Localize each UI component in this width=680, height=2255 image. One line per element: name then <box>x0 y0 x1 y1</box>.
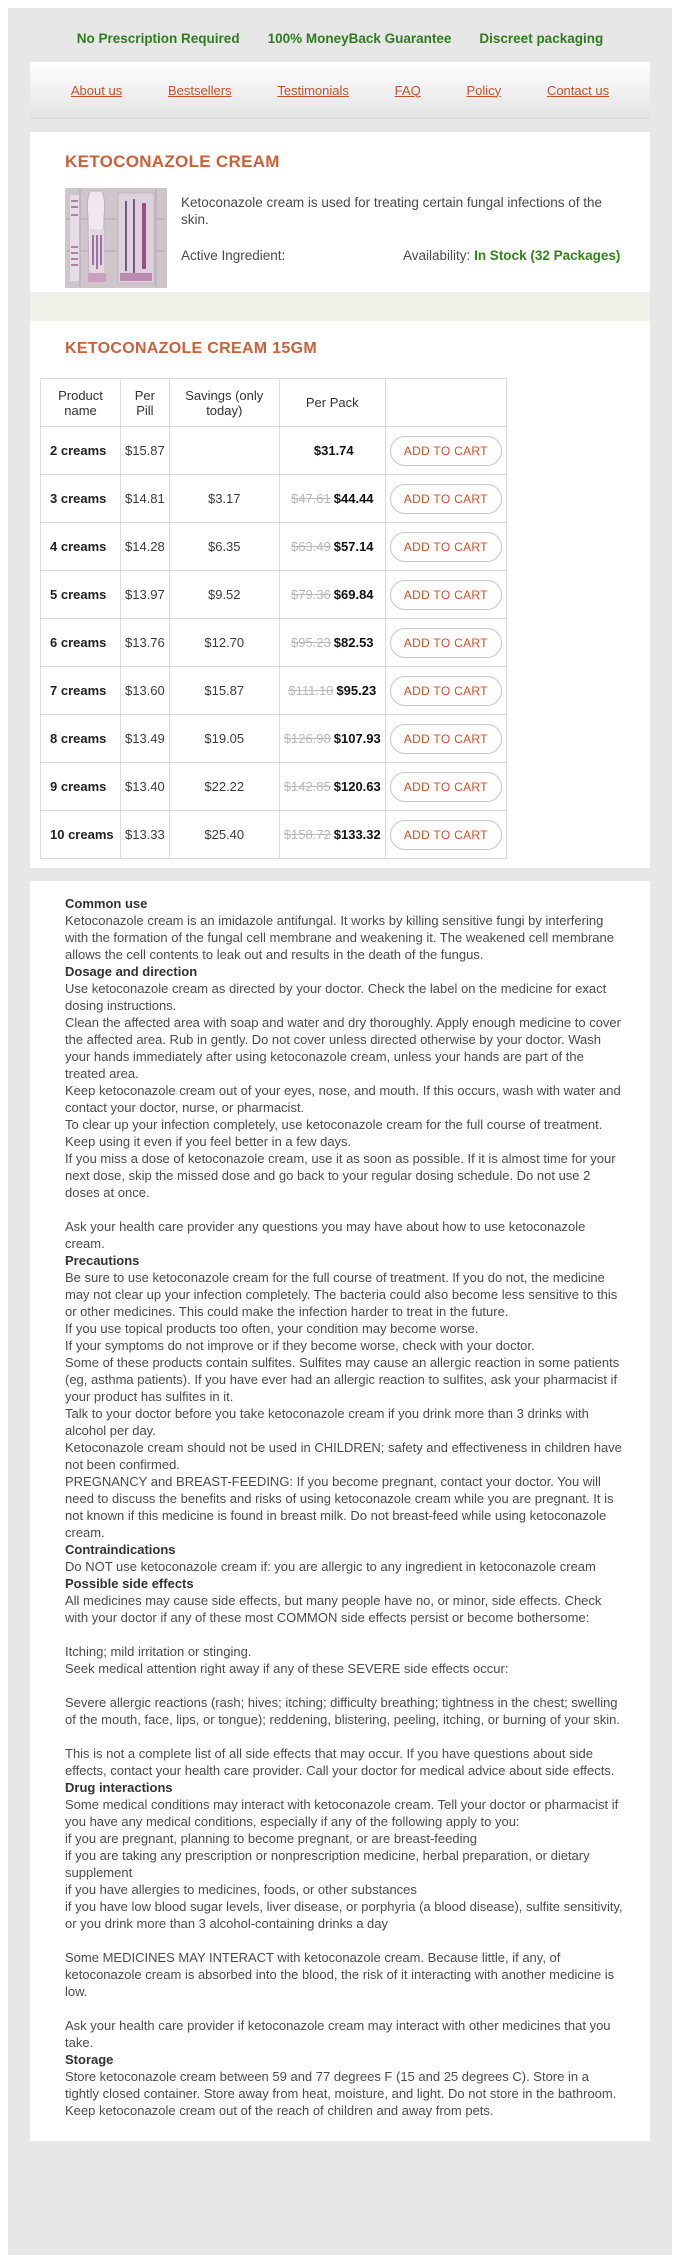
info-paragraph: Severe allergic reactions (rash; hives; itching; difficulty breathing; tightness in the chest; swelling of the mouth, face, lips, or tongue); reddening, blistering, peeling, itching, or burning of your skin. <box>65 1695 620 1727</box>
info-paragraph: Do NOT use ketoconazole cream if: you are allergic to any ingredient in ketoconazole cream <box>65 1559 596 1574</box>
pack-price: $95.23 <box>336 683 377 698</box>
availability-value: In Stock (32 Packages) <box>474 248 621 263</box>
product-name-cell: 7 creams <box>41 667 121 715</box>
product-image <box>65 188 167 288</box>
price-row <box>41 715 507 763</box>
per-pack-cell <box>279 811 385 859</box>
availability-label: Availability: <box>403 248 471 263</box>
separator-band <box>30 292 650 321</box>
info-paragraph: Use ketoconazole cream as directed by your doctor. Check the label on the medicine for exact dosing instructions. <box>65 981 607 1013</box>
availability <box>403 248 625 263</box>
product-row <box>65 188 625 288</box>
info-paragraph: Clean the affected area with soap and water and dry thoroughly. Apply enough medicine to cover the affected area. Rub in gently. Do not cover unless directed otherwise by your doctor. Wash your hands immediately after using ketoconazole cream, unless your hands are part of the treated area. <box>65 1015 621 1081</box>
cart-cell <box>385 667 506 715</box>
nav-link[interactable]: Contact us <box>546 82 610 98</box>
old-price: $142.85 <box>283 779 331 794</box>
price-row <box>41 763 507 811</box>
per-pill-cell: $14.81 <box>121 475 170 523</box>
cart-cell <box>385 715 506 763</box>
info-heading: Possible side effects <box>65 1576 194 1591</box>
main-nav <box>30 62 650 119</box>
info-paragraph: If you miss a dose of ketoconazole cream, use it as soon as possible. If it is almost time for your next dose, skip the missed dose and go back to your regular dosing schedule. Do not use 2 doses at once. <box>65 1151 616 1200</box>
table-header-cell: Savings (only today) <box>169 379 279 427</box>
topbar-item: No Prescription Required <box>76 31 240 46</box>
per-pack-cell <box>279 571 385 619</box>
info-paragraph: if you are pregnant, planning to become pregnant, or are breast-feeding <box>65 1831 477 1846</box>
price-table <box>40 378 507 859</box>
price-row <box>41 427 507 475</box>
pack-price: $133.32 <box>333 827 381 842</box>
old-price: $158.72 <box>283 827 331 842</box>
pricing-section <box>30 321 650 868</box>
savings-cell: $3.17 <box>169 475 279 523</box>
old-price: $79.36 <box>291 587 331 602</box>
cart-cell <box>385 523 506 571</box>
cream-tube-photo <box>66 189 166 287</box>
info-paragraph: Some MEDICINES MAY INTERACT with ketoconazole cream. Because little, if any, of ketoconazole cream is absorbed into the blood, the risk of it interacting with another medicine is low. <box>65 1950 615 1999</box>
add-to-cart-button[interactable]: ADD TO CART <box>390 724 502 754</box>
table-header-cell: Per Pill <box>121 379 170 427</box>
savings-cell: $9.52 <box>169 571 279 619</box>
per-pack-cell <box>279 523 385 571</box>
per-pill-cell: $13.49 <box>121 715 170 763</box>
info-paragraph: If your symptoms do not improve or if they become worse, check with your doctor. <box>65 1338 535 1353</box>
pack-price: $120.63 <box>333 779 381 794</box>
savings-cell: $6.35 <box>169 523 279 571</box>
old-price: $63.49 <box>291 539 331 554</box>
info-heading: Dosage and direction <box>65 964 198 979</box>
per-pill-cell: $13.33 <box>121 811 170 859</box>
old-price: $111.10 <box>288 683 334 698</box>
topbar-item: Discreet packaging <box>479 31 604 46</box>
add-to-cart-button[interactable]: ADD TO CART <box>390 676 502 706</box>
cart-cell <box>385 427 506 475</box>
add-to-cart-button[interactable]: ADD TO CART <box>390 820 502 850</box>
info-gap <box>65 1728 624 1745</box>
per-pill-cell: $14.28 <box>121 523 170 571</box>
info-paragraph: All medicines may cause side effects, but many people have no, or minor, side effects. Check with your doctor if any of these most COMMON side effects persist or become bothersome: <box>65 1593 602 1625</box>
ingredient-availability-row <box>181 248 625 263</box>
add-to-cart-button[interactable]: ADD TO CART <box>390 532 502 562</box>
pack-price: $107.93 <box>333 731 381 746</box>
savings-cell: $15.87 <box>169 667 279 715</box>
add-to-cart-button[interactable]: ADD TO CART <box>390 628 502 658</box>
info-paragraph: if you have low blood sugar levels, liver disease, or porphyria (a blood disease), sulfite sensitivity, or you drink more than 3 alcohol-containing drinks a day <box>65 1899 623 1931</box>
table-header-row <box>41 379 507 427</box>
table-header-cell <box>385 379 506 427</box>
per-pill-cell: $13.76 <box>121 619 170 667</box>
price-row <box>41 667 507 715</box>
add-to-cart-button[interactable]: ADD TO CART <box>390 436 502 466</box>
add-to-cart-button[interactable]: ADD TO CART <box>390 772 502 802</box>
product-info <box>167 188 625 288</box>
info-paragraph: Itching; mild irritation or stinging. <box>65 1644 252 1659</box>
info-gap <box>65 1626 624 1643</box>
cart-cell <box>385 811 506 859</box>
price-row <box>41 619 507 667</box>
info-paragraph: Store ketoconazole cream between 59 and 77 degrees F (15 and 25 degrees C). Store in a tightly closed container. Store away from heat, moisture, and light. Do not store in the bathroom. Keep ketoconazole cream out of the reach of children and away from pets. <box>65 2069 617 2118</box>
info-heading: Storage <box>65 2052 114 2067</box>
info-paragraph: Ask your health care provider any questions you may have about how to use ketoconazole cream. <box>65 1219 586 1251</box>
per-pack-cell <box>279 475 385 523</box>
price-row <box>41 571 507 619</box>
cart-cell <box>385 763 506 811</box>
old-price: $126.98 <box>283 731 331 746</box>
per-pack-cell <box>279 715 385 763</box>
content-column <box>30 62 650 2141</box>
add-to-cart-button[interactable]: ADD TO CART <box>390 580 502 610</box>
price-row <box>41 475 507 523</box>
per-pill-cell: $13.60 <box>121 667 170 715</box>
info-paragraph: To clear up your infection completely, use ketoconazole cream for the full course of treatment. Keep using it even if you feel better in a few days. <box>65 1117 603 1149</box>
product-title: KETOCONAZOLE CREAM <box>65 152 280 171</box>
info-paragraph: Some medical conditions may interact with ketoconazole cream. Tell your doctor or pharmacist if you have any medical conditions, especially if any of the following apply to you: <box>65 1797 619 1829</box>
old-price: $95.23 <box>291 635 331 650</box>
price-row <box>41 811 507 859</box>
per-pill-cell: $13.97 <box>121 571 170 619</box>
savings-cell <box>169 427 279 475</box>
info-paragraph: Ketoconazole cream is an imidazole antifungal. It works by killing sensitive fungi by interfering with the formation of the fungal cell membrane and weakening it. The weakened cell membrane allows the cell contents to leak out and results in the death of the fungus. <box>65 913 614 962</box>
pricing-title: KETOCONAZOLE CREAM 15GM <box>65 340 317 357</box>
pack-price: $44.44 <box>333 491 374 506</box>
info-heading: Contraindications <box>65 1542 176 1557</box>
product-name-cell: 6 creams <box>41 619 121 667</box>
info-gap <box>65 1201 624 1218</box>
info-paragraph: if you have allergies to medicines, foods, or other substances <box>65 1882 417 1897</box>
cart-cell <box>385 475 506 523</box>
product-name-cell: 3 creams <box>41 475 121 523</box>
savings-cell: $25.40 <box>169 811 279 859</box>
savings-cell: $12.70 <box>169 619 279 667</box>
info-paragraph: Be sure to use ketoconazole cream for the full course of treatment. If you do not, the medicine may not clear up your infection completely. The bacteria could also become less sensitive to this or other medicines. This could make the infection harder to treat in the future. <box>65 1270 618 1319</box>
old-price: $47.61 <box>291 491 331 506</box>
nav-link[interactable]: Testimonials <box>277 82 349 98</box>
product-name-cell: 4 creams <box>41 523 121 571</box>
savings-cell: $22.22 <box>169 763 279 811</box>
per-pack-cell <box>279 667 385 715</box>
info-gap <box>65 1932 624 1949</box>
info-paragraph: Seek medical attention right away if any of these SEVERE side effects occur: <box>65 1661 509 1676</box>
nav-link[interactable]: Bestsellers <box>168 82 232 98</box>
pack-price: $31.74 <box>313 443 354 458</box>
pack-price: $82.53 <box>333 635 374 650</box>
info-paragraph: Ketoconazole cream should not be used in CHILDREN; safety and effectiveness in children have not been confirmed. <box>65 1440 622 1472</box>
info-paragraph: PREGNANCY and BREAST-FEEDING: If you become pregnant, contact your doctor. You will need to discuss the benefits and risks of using ketoconazole cream while you are pregnant. It is not known if this medicine is found in breast milk. Do not breast-feed while using ketoconazole cream. <box>65 1474 614 1540</box>
benefits-topbar <box>8 8 672 62</box>
cart-cell <box>385 619 506 667</box>
info-paragraph: This is not a complete list of all side effects that may occur. If you have questions about side effects, contact your health care provider. Call your doctor for medical advice about side effects. <box>65 1746 615 1778</box>
info-paragraph: If you use topical products too often, your condition may become worse. <box>65 1321 479 1336</box>
info-paragraph: Talk to your doctor before you take ketoconazole cream if you drink more than 3 drinks with alcohol per day. <box>65 1406 589 1438</box>
product-name-cell: 9 creams <box>41 763 121 811</box>
add-to-cart-button[interactable]: ADD TO CART <box>390 484 502 514</box>
info-heading: Common use <box>65 896 148 911</box>
product-name-cell: 8 creams <box>41 715 121 763</box>
drug-info-section <box>30 881 650 2141</box>
per-pill-cell: $15.87 <box>121 427 170 475</box>
topbar-item: 100% MoneyBack Guarantee <box>267 31 452 46</box>
table-header-cell: Per Pack <box>279 379 385 427</box>
info-paragraph: Ask your health care provider if ketoconazole cream may interact with other medicines that you take. <box>65 2018 611 2050</box>
info-gap <box>65 1677 624 1694</box>
price-row <box>41 523 507 571</box>
product-name-cell: 5 creams <box>41 571 121 619</box>
per-pack-cell <box>279 427 385 475</box>
info-gap <box>65 2000 624 2017</box>
table-header-cell: Product name <box>41 379 121 427</box>
cart-cell <box>385 571 506 619</box>
nav-link[interactable]: About us <box>70 82 123 98</box>
savings-cell: $19.05 <box>169 715 279 763</box>
info-heading: Drug interactions <box>65 1780 173 1795</box>
pack-price: $69.84 <box>333 587 374 602</box>
pack-price: $57.14 <box>333 539 374 554</box>
per-pack-cell <box>279 763 385 811</box>
info-paragraph: Keep ketoconazole cream out of your eyes, nose, and mouth. If this occurs, wash with water and contact your doctor, nurse, or pharmacist. <box>65 1083 621 1115</box>
page-background <box>8 8 672 2255</box>
active-ingredient-label: Active Ingredient: <box>181 248 286 263</box>
product-description: Ketoconazole cream is used for treating certain fungal infections of the skin. <box>181 195 602 227</box>
info-paragraph: Some of these products contain sulfites. Sulfites may cause an allergic reaction in some patients (eg, asthma patients). If you have ever had an allergic reaction to sulfites, ask your pharmacist if your product has sulfites in it. <box>65 1355 620 1404</box>
nav-link[interactable]: Policy <box>466 82 502 98</box>
per-pill-cell: $13.40 <box>121 763 170 811</box>
info-heading: Precautions <box>65 1253 140 1268</box>
per-pack-cell <box>279 619 385 667</box>
product-section <box>30 132 650 292</box>
info-paragraph: if you are taking any prescription or nonprescription medicine, herbal preparation, or dietary supplement <box>65 1848 590 1880</box>
nav-link[interactable]: FAQ <box>394 82 421 98</box>
product-name-cell: 2 creams <box>41 427 121 475</box>
product-name-cell: 10 creams <box>41 811 121 859</box>
